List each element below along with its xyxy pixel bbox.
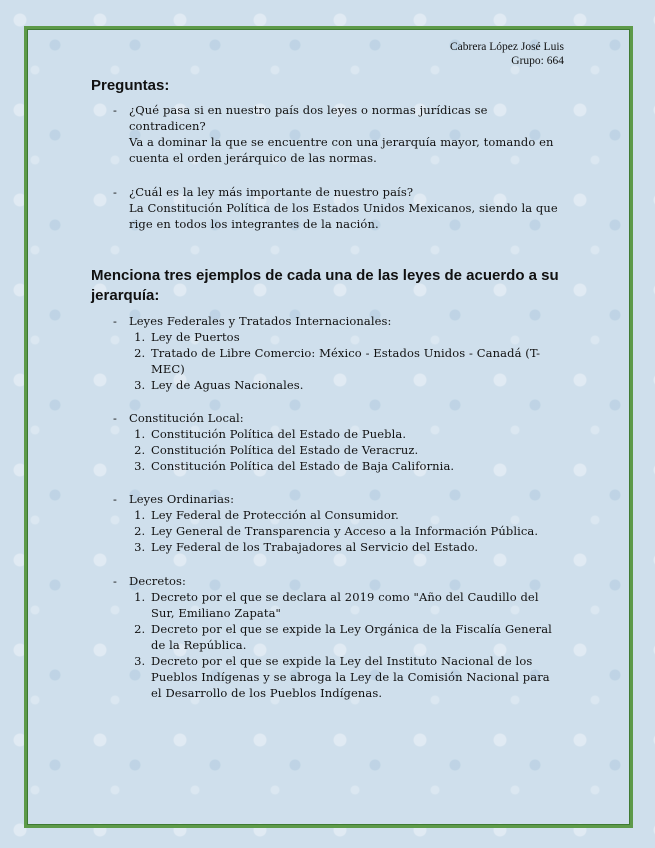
list-dash: - [113,314,117,328]
answer-text: Va a dominar la que se encuentre con una jerarquía mayor, tomando en cuenta el orden jerárquico de las normas. [129,135,554,165]
list-item: 3. Ley Federal de los Trabajadores al Servicio del Estado. [149,539,563,555]
law-list [113,507,563,555]
list-item: 3. Constitución Política del Estado de Baja California. [149,458,563,474]
law-list [113,329,563,393]
preguntas-heading: Preguntas: [91,77,170,94]
law-group-label: Decretos: [129,574,186,588]
list-dash: - [113,574,117,588]
law-group-label: Leyes Ordinarias: [129,492,235,506]
law-group [113,491,563,555]
list-item: 2. Ley General de Transparencia y Acceso a la Información Pública. [149,523,563,539]
author-header [450,40,564,68]
group-number: Grupo: 664 [511,55,564,67]
question-item [113,184,563,232]
author-name: Cabrera López José Luis [449,41,564,53]
list-item: 2. Decreto por el que se expide la Ley Orgánica de la Fiscalía General de la República. [149,621,563,653]
list-item: 1. Ley Federal de Protección al Consumidor. [149,507,563,523]
menciona-heading: Menciona tres ejemplos de cada una de las leyes de acuerdo a su jerarquía: [91,267,559,304]
question-text: ¿Qué pasa si en nuestro país dos leyes o normas jurídicas se contradicen? [129,103,488,133]
question-text: ¿Cuál es la ley más importante de nuestro país? [129,185,414,199]
law-group [113,313,563,393]
question-item [113,102,563,166]
law-group [113,410,563,474]
list-dash: - [113,492,117,506]
law-group-label: Leyes Federales y Tratados Internacionales: [129,314,392,328]
list-item: 3. Decreto por el que se expide la Ley del Instituto Nacional de los Pueblos Indígenas y se abroga la Ley de la Comisión Nacional para el Desarrollo de los Pueblos Indígenas. [149,653,563,701]
list-dash: - [113,185,117,199]
list-dash: - [113,411,117,425]
list-item: 1. Constitución Política del Estado de Puebla. [149,426,563,442]
list-item: 1. Ley de Puertos [149,329,563,345]
list-item: 2. Tratado de Libre Comercio: México - Estados Unidos - Canadá (T-MEC) [149,345,563,377]
law-group-label: Constitución Local: [129,411,244,425]
law-group [113,573,563,701]
list-item: 3. Ley de Aguas Nacionales. [149,377,563,393]
list-item: 1. Decreto por el que se declara al 2019 como "Año del Caudillo del Sur, Emiliano Zapata" [149,589,563,621]
law-list [113,589,563,701]
list-dash: - [113,103,117,117]
list-item: 2. Constitución Política del Estado de Veracruz. [149,442,563,458]
law-list [113,426,563,474]
answer-text: La Constitución Política de los Estados Unidos Mexicanos, siendo la que rige en todos los integrantes de la nación. [129,201,558,231]
